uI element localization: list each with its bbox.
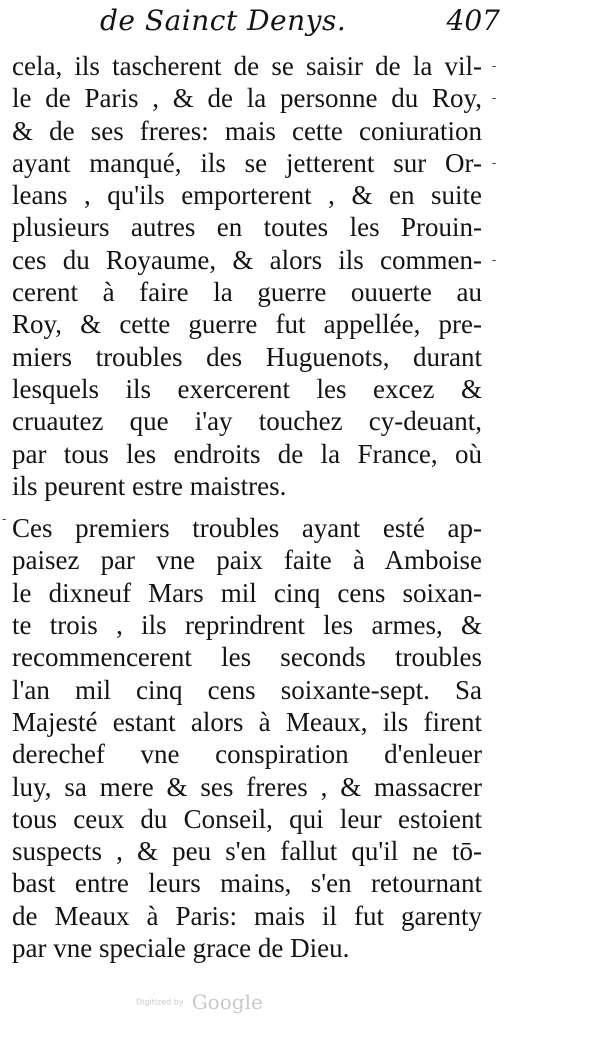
running-head-title: de Sainct Denys. — [100, 4, 347, 37]
text-body — [12, 50, 482, 964]
text-line: recommencerent les seconds troubles — [12, 642, 482, 673]
text-line: ayant manqué, ils se jetterent sur Or- — [12, 147, 482, 178]
text-line: te trois , ils reprindrent les armes, & — [12, 610, 482, 641]
paragraph — [12, 512, 482, 964]
text-line: le dixneuf Mars mil cinq cens soixan- — [12, 577, 482, 608]
text-line: l'an mil cinq cens soixante-sept. Sa — [12, 674, 482, 705]
text-line: par tous les endroits de la France, où — [12, 438, 482, 469]
google-logo: Google — [191, 990, 263, 1014]
margin-marks — [492, 50, 504, 276]
text-line: de Meaux à Paris: mais il fut garenty — [12, 900, 482, 931]
margin-dash-mark: - — [492, 155, 497, 170]
paragraph — [12, 50, 482, 502]
text-line: tous ceux du Conseil, qui leur estoient — [12, 803, 482, 834]
text-line: paisez par vne paix faite à Amboise — [12, 545, 482, 576]
text-line: plusieurs autres en toutes les Prouin- — [12, 212, 482, 243]
paragraph-gap — [12, 502, 482, 512]
text-line: cela, ils tascherent de se saisir de la vil- — [12, 51, 482, 81]
text-line: Roy, & cette guerre fut appellée, pre- — [12, 309, 482, 340]
text-line: & de ses freres: mais cette coniuration — [12, 115, 482, 146]
margin-dash-mark: - — [492, 91, 497, 106]
text-line: le de Paris , & de la personne du Roy, — [12, 83, 482, 114]
page-number: 407 — [446, 4, 500, 37]
digitized-watermark — [136, 990, 276, 1020]
text-line: cerent à faire la guerre ouuerte au — [12, 277, 482, 308]
text-line: bast entre leurs mains, s'en retournant — [12, 868, 482, 899]
margin-dash-mark — [492, 211, 504, 243]
margin-dash-mark: - — [492, 252, 497, 267]
text-line: ils peurent estre maistres. — [12, 470, 287, 501]
running-head — [100, 4, 500, 44]
text-line: cruautez que i'ay touchez cy-deuant, — [12, 406, 482, 437]
text-line: Ces premiers troubles ayant esté ap- — [12, 513, 482, 544]
paragraph-dash-mark: - — [2, 512, 7, 526]
text-line: miers troubles des Huguenots, durant — [12, 341, 482, 372]
margin-dash-mark — [492, 179, 504, 211]
text-line: lesquels ils exercerent les excez & — [12, 373, 482, 404]
watermark-prefix: Digitized by — [136, 997, 184, 1007]
text-line: par vne speciale grace de Dieu. — [12, 933, 350, 964]
margin-dash-mark — [492, 115, 504, 147]
text-line: ces du Royaume, & alors ils commen- — [12, 244, 482, 275]
text-line: luy, sa mere & ses freres , & massacrer — [12, 771, 482, 802]
text-line: derechef vne conspiration d'enleuer — [12, 739, 482, 770]
text-line: leans , qu'ils emporterent , & en suite — [12, 180, 482, 211]
text-line: suspects , & peu s'en fallut qu'il ne tō- — [12, 836, 482, 867]
text-line: Majesté estant alors à Meaux, ils firent — [12, 706, 482, 737]
margin-dash-mark: - — [492, 59, 497, 73]
